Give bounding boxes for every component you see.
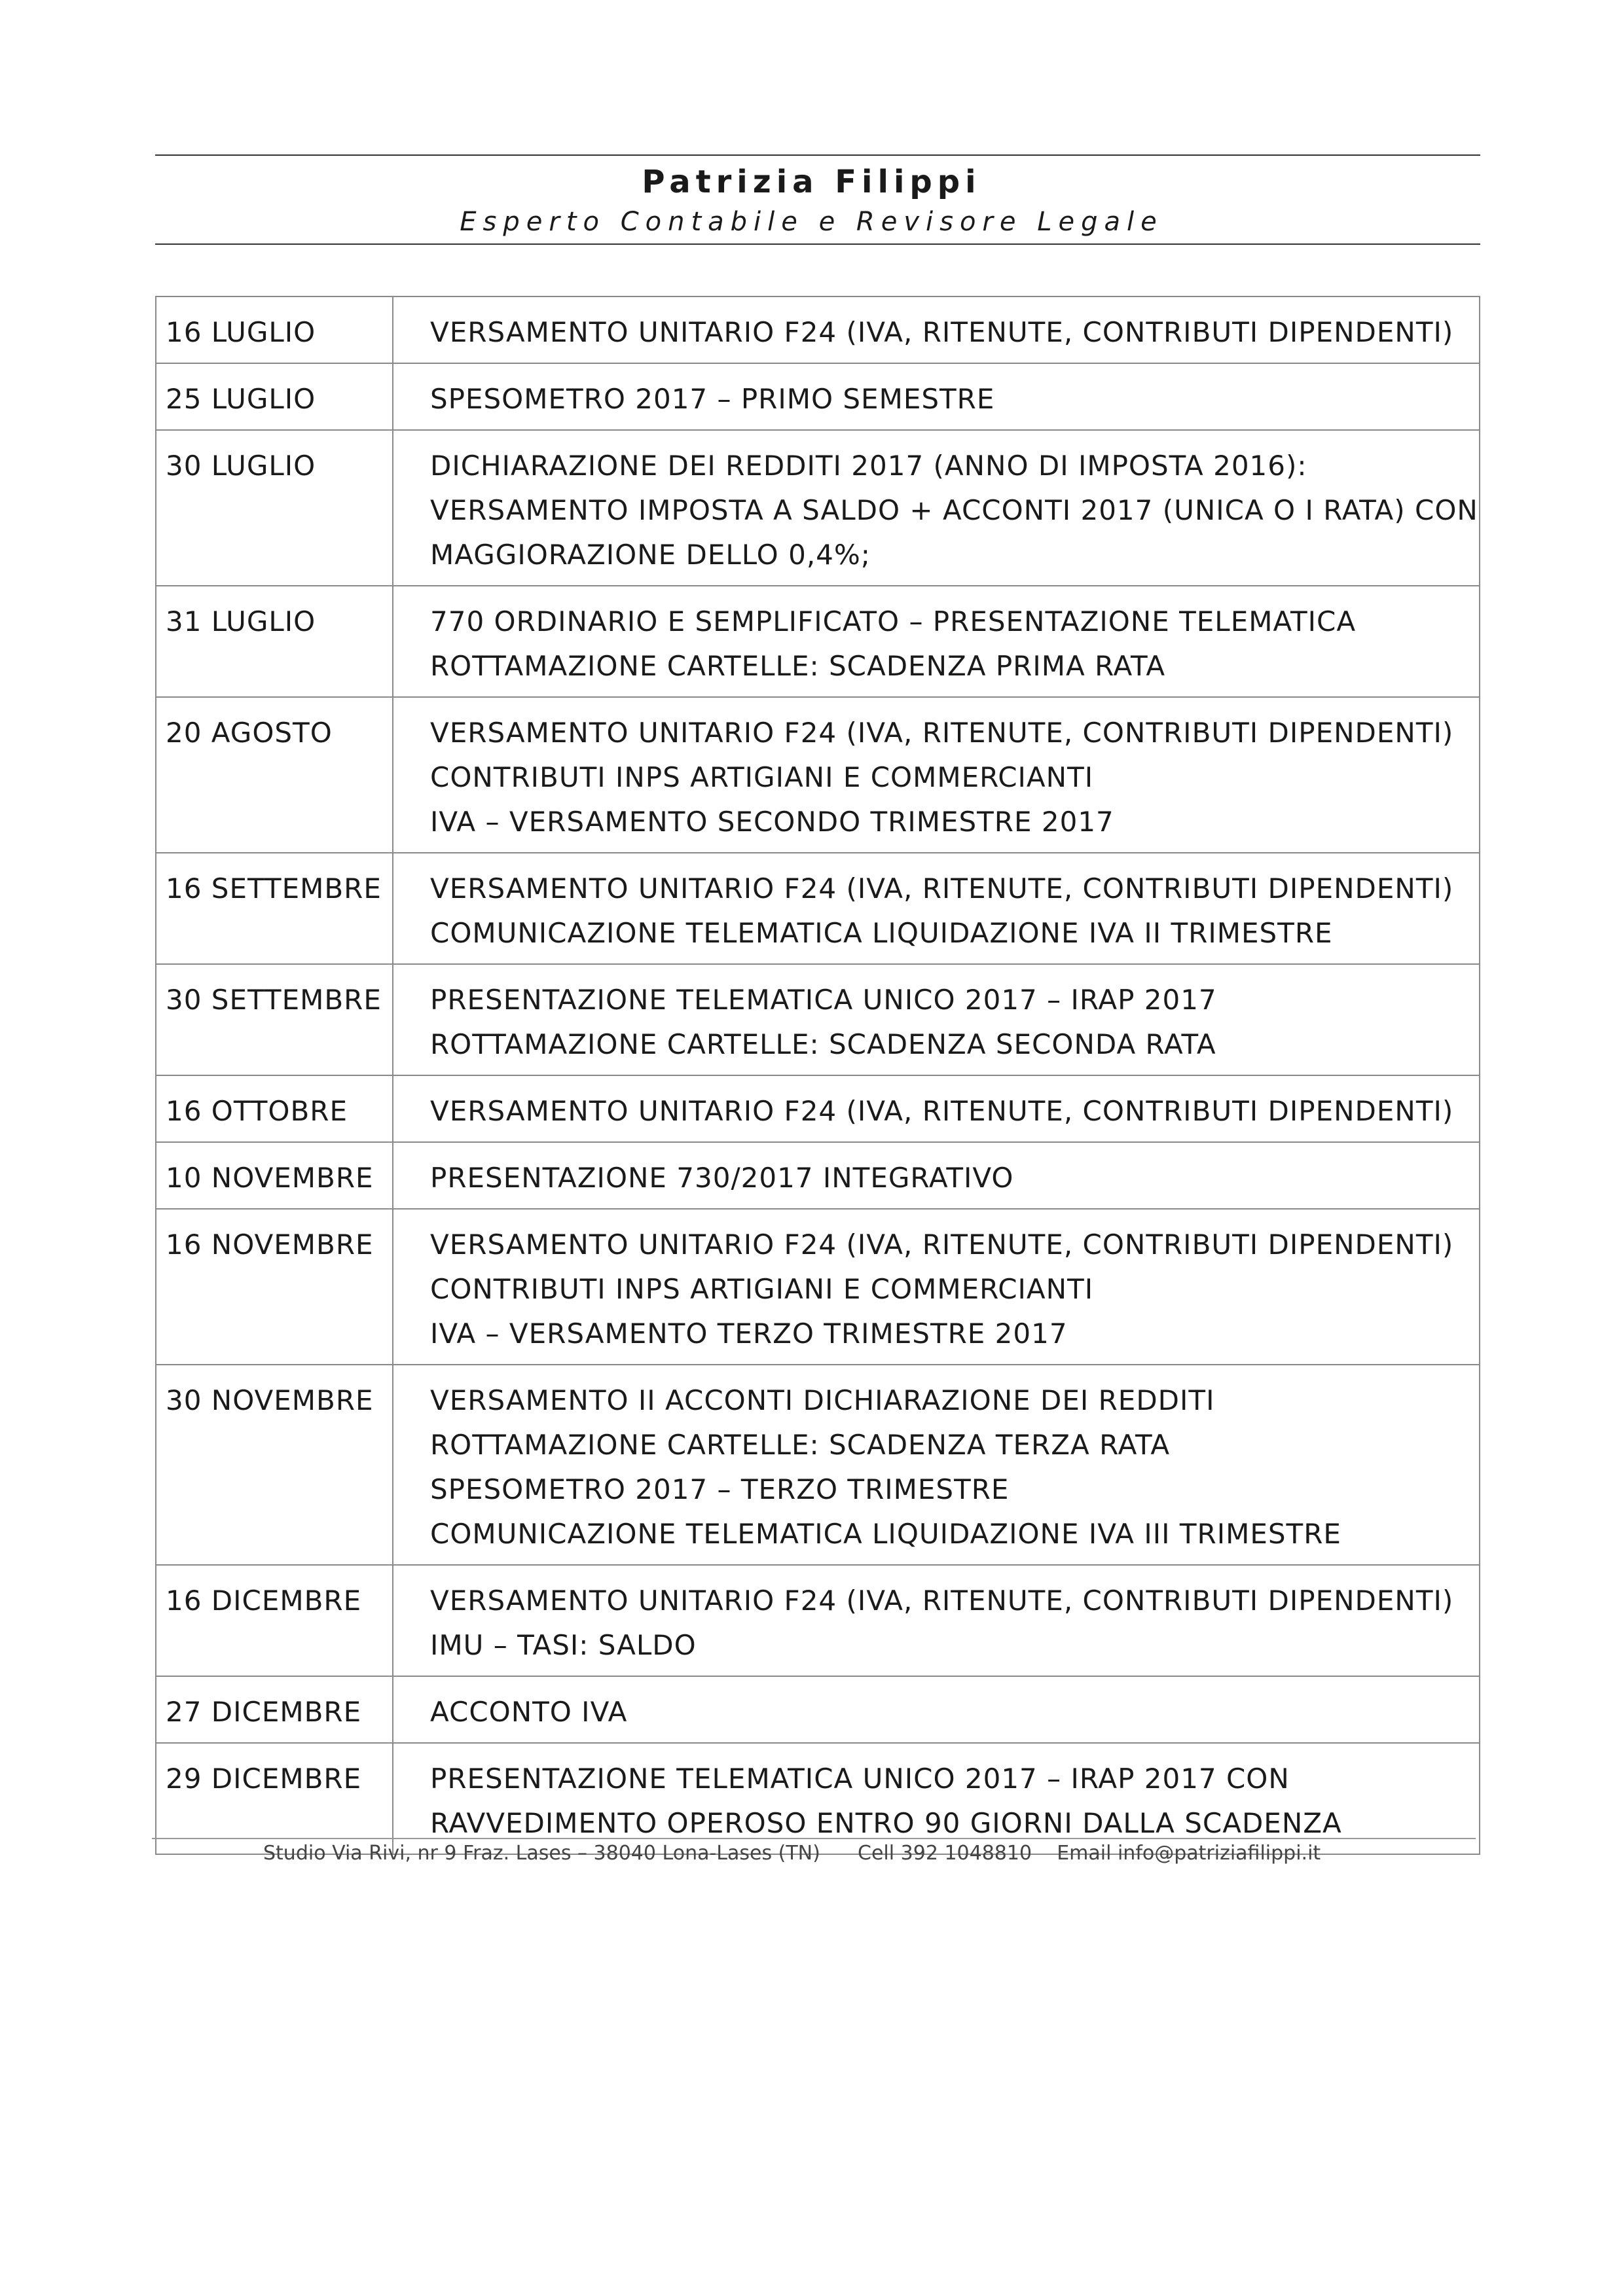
row-bottom-padding (430, 689, 1479, 696)
deadline-date-cell (156, 363, 393, 430)
deadline-date-cell (156, 697, 393, 853)
footer-spacer-2 (1032, 1842, 1057, 1865)
footer-phone: Cell 392 1048810 (858, 1842, 1032, 1865)
deadline-description-cell (393, 1565, 1480, 1676)
row-bottom-padding (430, 844, 1479, 852)
table-row (156, 296, 1480, 363)
header-bottom-rule (155, 243, 1480, 245)
deadline-description-line: ROTTAMAZIONE CARTELLE: SCADENZA PRIMA RATA (430, 650, 1166, 682)
deadline-table-body (156, 296, 1480, 1854)
deadline-description-line: VERSAMENTO UNITARIO F24 (IVA, RITENUTE, CONTRIBUTI DIPENDENTI) (430, 316, 1454, 348)
deadline-date-cell (156, 1209, 393, 1365)
deadline-date-cell (156, 296, 393, 363)
row-bottom-padding (430, 1134, 1479, 1141)
deadline-date-cell (156, 430, 393, 586)
deadline-description-cell (393, 1676, 1480, 1743)
deadline-description-line: IVA – VERSAMENTO TERZO TRIMESTRE 2017 (430, 1318, 1068, 1350)
deadline-description-line: PRESENTAZIONE 730/2017 INTEGRATIVO (430, 1162, 1014, 1194)
deadline-description-line: VERSAMENTO II ACCONTI DICHIARAZIONE DEI REDDITI (430, 1384, 1215, 1416)
deadline-description-line: VERSAMENTO UNITARIO F24 (IVA, RITENUTE, CONTRIBUTI DIPENDENTI) (430, 717, 1454, 749)
table-row (156, 1142, 1480, 1209)
deadline-description-cell (393, 430, 1480, 586)
deadline-description-line: VERSAMENTO IMPOSTA A SALDO + ACCONTI 2017 (UNICA O I RATA) CON (430, 494, 1478, 526)
deadline-date-cell (156, 1365, 393, 1565)
deadline-date: 30 LUGLIO (166, 450, 316, 482)
deadline-description-line: IMU – TASI: SALDO (430, 1629, 697, 1661)
deadline-date: 30 SETTEMBRE (166, 984, 382, 1016)
deadline-description-line: CONTRIBUTI INPS ARTIGIANI E COMMERCIANTI (430, 761, 1094, 793)
table-row (156, 363, 1480, 430)
deadline-date: 25 LUGLIO (166, 383, 316, 415)
deadline-description-line: SPESOMETRO 2017 – TERZO TRIMESTRE (430, 1473, 1010, 1505)
deadline-table (155, 296, 1480, 1855)
table-row (156, 964, 1480, 1075)
header-top-rule (155, 154, 1480, 156)
deadline-date-cell (156, 853, 393, 964)
deadline-description-line: PRESENTAZIONE TELEMATICA UNICO 2017 – IRAP 2017 (430, 984, 1217, 1016)
row-bottom-padding (430, 956, 1479, 963)
row-bottom-padding (430, 1356, 1479, 1364)
deadline-date: 16 OTTOBRE (166, 1095, 348, 1127)
table-row (156, 1565, 1480, 1676)
deadline-description-line: PRESENTAZIONE TELEMATICA UNICO 2017 – IRAP 2017 CON (430, 1763, 1290, 1795)
deadline-description-line: DICHIARAZIONE DEI REDDITI 2017 (ANNO DI IMPOSTA 2016): (430, 450, 1307, 482)
table-row (156, 586, 1480, 697)
deadline-description-line: ROTTAMAZIONE CARTELLE: SCADENZA TERZA RATA (430, 1429, 1171, 1461)
row-bottom-padding (430, 355, 1479, 363)
deadline-date: 16 LUGLIO (166, 316, 316, 348)
deadline-description-line: COMUNICAZIONE TELEMATICA LIQUIDAZIONE IVA III TRIMESTRE (430, 1518, 1341, 1550)
table-row (156, 430, 1480, 586)
deadline-date: 30 NOVEMBRE (166, 1384, 374, 1416)
row-bottom-padding (430, 1067, 1479, 1075)
deadline-description-cell (393, 964, 1480, 1075)
author-title: Esperto Contabile e Revisore Legale (460, 207, 1163, 237)
deadline-date: 27 DICEMBRE (166, 1696, 362, 1728)
footer (263, 1842, 1321, 1865)
footer-address: Studio Via Rivi, nr 9 Fraz. Lases – 38040 Lona-Lases (TN) (263, 1842, 820, 1865)
deadline-description-cell (393, 1075, 1480, 1142)
deadline-description-line: MAGGIORAZIONE DELLO 0,4%; (430, 539, 871, 571)
table-row (156, 1075, 1480, 1142)
table-row (156, 697, 1480, 853)
deadline-date-cell (156, 1142, 393, 1209)
deadline-date: 20 AGOSTO (166, 717, 333, 749)
row-bottom-padding (430, 1200, 1479, 1208)
table-row (156, 1365, 1480, 1565)
deadline-description-line: VERSAMENTO UNITARIO F24 (IVA, RITENUTE, CONTRIBUTI DIPENDENTI) (430, 1229, 1454, 1261)
deadline-date: 31 LUGLIO (166, 605, 316, 637)
deadline-date: 16 SETTEMBRE (166, 872, 382, 905)
deadline-description-cell (393, 853, 1480, 964)
deadline-description-line: IVA – VERSAMENTO SECONDO TRIMESTRE 2017 (430, 806, 1114, 838)
row-bottom-padding (430, 1668, 1479, 1676)
deadline-description-cell (393, 1209, 1480, 1365)
row-bottom-padding (430, 422, 1479, 429)
deadline-description-line: VERSAMENTO UNITARIO F24 (IVA, RITENUTE, CONTRIBUTI DIPENDENTI) (430, 1095, 1454, 1127)
deadline-description-line: CONTRIBUTI INPS ARTIGIANI E COMMERCIANTI (430, 1273, 1094, 1305)
row-bottom-padding (430, 577, 1479, 585)
deadline-date: 16 NOVEMBRE (166, 1229, 374, 1261)
deadline-date: 16 DICEMBRE (166, 1585, 362, 1617)
deadline-description-line: VERSAMENTO UNITARIO F24 (IVA, RITENUTE, CONTRIBUTI DIPENDENTI) (430, 872, 1454, 905)
deadline-date-cell (156, 1075, 393, 1142)
deadline-date-cell (156, 586, 393, 697)
footer-email: Email info@patriziafilippi.it (1057, 1842, 1321, 1865)
deadline-description-cell (393, 586, 1480, 697)
row-bottom-padding (430, 1556, 1479, 1564)
deadline-date: 10 NOVEMBRE (166, 1162, 374, 1194)
deadline-description-cell (393, 697, 1480, 853)
deadline-description-line: RAVVEDIMENTO OPEROSO ENTRO 90 GIORNI DALLA SCADENZA (430, 1807, 1342, 1839)
deadline-description-line: SPESOMETRO 2017 – PRIMO SEMESTRE (430, 383, 995, 415)
deadline-description-line: COMUNICAZIONE TELEMATICA LIQUIDAZIONE IVA II TRIMESTRE (430, 917, 1333, 949)
deadline-date-cell (156, 964, 393, 1075)
deadline-description-line: ROTTAMAZIONE CARTELLE: SCADENZA SECONDA RATA (430, 1028, 1216, 1060)
deadline-description-line: ACCONTO IVA (430, 1696, 628, 1728)
deadline-description-cell (393, 1142, 1480, 1209)
row-bottom-padding (430, 1734, 1479, 1742)
table-row (156, 853, 1480, 964)
deadline-date: 29 DICEMBRE (166, 1763, 362, 1795)
deadline-description-cell (393, 1365, 1480, 1565)
footer-spacer-1 (820, 1842, 858, 1865)
footer-rule (152, 1838, 1476, 1839)
deadline-description-line: 770 ORDINARIO E SEMPLIFICATO – PRESENTAZIONE TELEMATICA (430, 605, 1357, 637)
deadline-description-line: VERSAMENTO UNITARIO F24 (IVA, RITENUTE, CONTRIBUTI DIPENDENTI) (430, 1585, 1454, 1617)
deadline-description-cell (393, 296, 1480, 363)
deadline-date-cell (156, 1565, 393, 1676)
table-row (156, 1209, 1480, 1365)
deadline-date-cell (156, 1676, 393, 1743)
table-row (156, 1676, 1480, 1743)
author-name: Patrizia Filippi (642, 164, 981, 200)
deadline-description-cell (393, 363, 1480, 430)
